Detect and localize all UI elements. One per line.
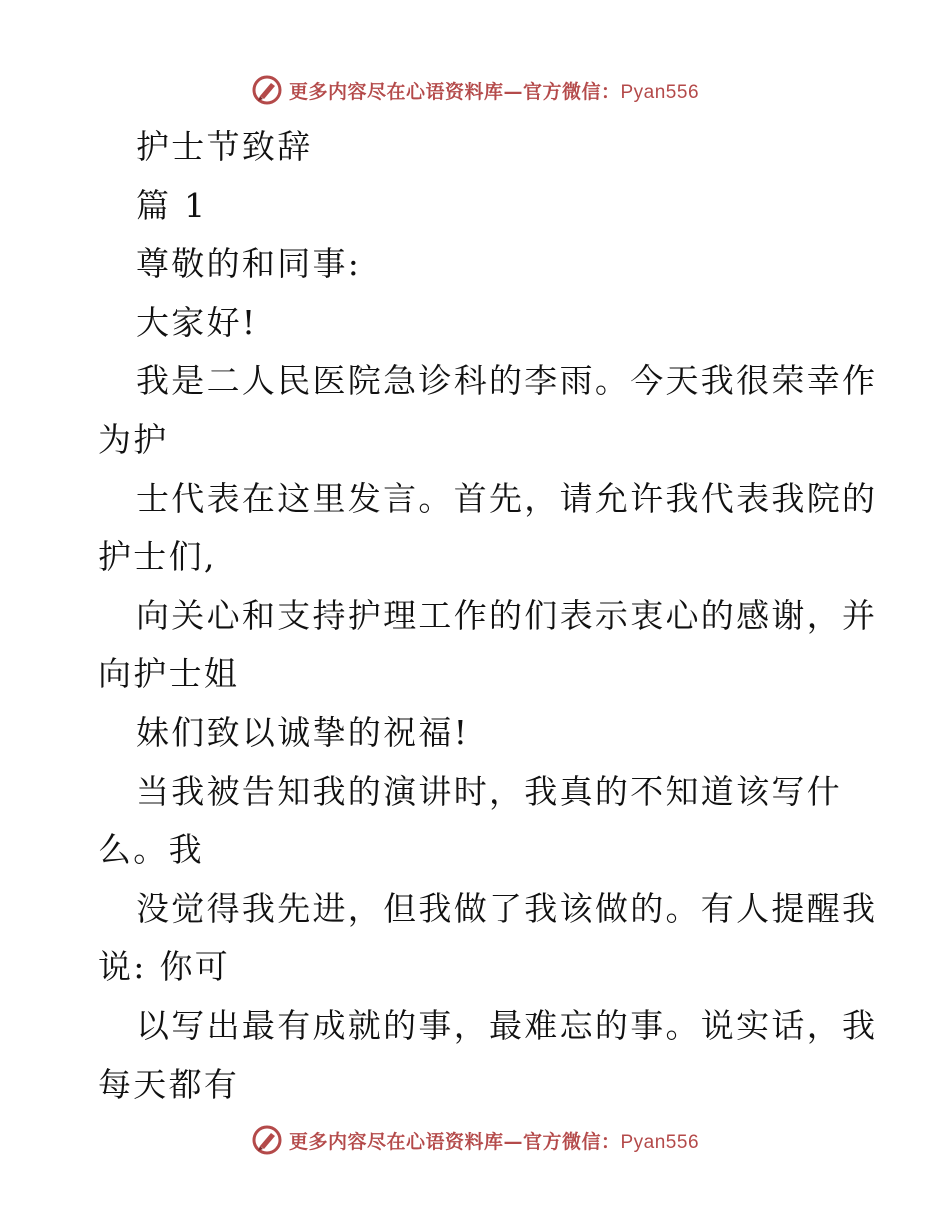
paragraph-line: 说: 你可	[98, 947, 231, 987]
paragraph-line: 每天都有	[98, 1064, 240, 1104]
header-wechat-id: Pyan556	[620, 81, 700, 103]
document-body	[98, 118, 878, 1114]
paragraph-line: 我是二人民医院急诊科的李雨。今天我很荣幸作	[136, 361, 878, 401]
paragraph-line: 护士们,	[98, 537, 217, 577]
salutation: 尊敬的和同事:	[136, 244, 362, 284]
header-banner-text: 更多内容尽在心语资料库—官方微信：Pyan556	[288, 80, 700, 103]
paragraph-line: 当我被告知我的演讲时，我真的不知道该写什	[136, 771, 842, 811]
section-label: 篇 1	[136, 185, 208, 225]
document-title: 护士节致辞	[136, 127, 313, 166]
pen-logo-icon	[251, 1124, 283, 1156]
paragraph-line: 向关心和支持护理工作的们表示衷心的感谢，并	[136, 595, 878, 635]
paragraph-line: 士代表在这里发言。首先，请允许我代表我院的	[136, 478, 878, 518]
pen-logo-icon	[251, 74, 283, 106]
paragraph-line: 以写出最有成就的事，最难忘的事。说实话，我	[136, 1005, 878, 1045]
paragraph-line: 向护士姐	[98, 654, 240, 694]
paragraph-line: 没觉得我先进，但我做了我该做的。有人提醒我	[136, 888, 878, 928]
footer-wechat-id: Pyan556	[620, 1131, 700, 1153]
footer-banner	[0, 1118, 950, 1162]
paragraph-line: 妹们致以诚挚的祝福!	[136, 712, 470, 752]
footer-banner-text: 更多内容尽在心语资料库—官方微信：Pyan556	[288, 1130, 700, 1153]
paragraph-line: 为护	[98, 419, 169, 459]
paragraph-line: 么。我	[98, 830, 204, 870]
header-banner	[0, 68, 950, 112]
greeting: 大家好!	[136, 302, 258, 342]
